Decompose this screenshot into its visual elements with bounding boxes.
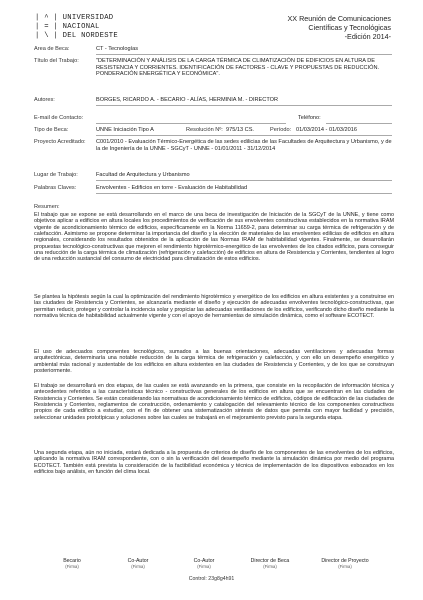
university-line-3: | \ | DEL NORDESTE <box>35 32 119 41</box>
area-underline <box>96 54 392 55</box>
claves-underline <box>96 193 392 194</box>
autores-label: Autores: <box>34 97 55 103</box>
signature-coautor-2 <box>174 558 234 570</box>
event-line-2: Científicas y Tecnológicas <box>308 23 391 33</box>
telefono-label: Teléfono: <box>298 115 321 121</box>
event-line-1: XX Reunión de Comunicaciones <box>287 14 391 23</box>
signature-coautor-1 <box>108 558 168 570</box>
university-line-1: | ^ | UNIVERSIDAD <box>35 14 114 22</box>
university-logo-text <box>35 14 118 42</box>
claves-value: Envolventes - Edificios en torre - Evaluación de Habitabilidad <box>96 185 248 191</box>
area-label: Area de Beca: <box>34 46 70 52</box>
lugar-underline <box>96 180 392 181</box>
university-line-2: | = | NACIONAL <box>35 23 100 32</box>
tipo-underline <box>96 135 392 136</box>
lugar-label: Lugar de Trabajo: <box>34 172 78 178</box>
resolucion-value: 975/13 CS. <box>226 127 254 133</box>
claves-label: Palabras Claves: <box>34 185 77 191</box>
signature-role: Co-Autor <box>127 558 149 564</box>
signature-role: Director de Beca <box>250 558 290 564</box>
lugar-value: Facultad de Arquitectura y Urbanismo <box>96 172 190 178</box>
control-code: Control: 23g8g4h91 <box>188 576 235 582</box>
signature-director-proyecto <box>310 558 380 570</box>
signature-role: Becario <box>63 558 81 564</box>
resumen-title: Resumen: <box>34 204 60 210</box>
area-value: CT - Tecnologías <box>96 46 139 52</box>
email-label: E-mail de Contacto: <box>34 115 84 121</box>
autores-underline <box>96 105 392 106</box>
proyecto-value: C001/2010 - Evaluación Térmico-Energética de las sedes edilicias de las Facultades de Arquitectura y Urbanismo, y de la de Ingeniería de la UNNE - SGCyT - UNNE - 01/01/2011 - 31/12/2014 <box>96 139 392 152</box>
proyecto-label: Proyecto Acreditado: <box>34 139 86 145</box>
signature-role: Co-Autor <box>193 558 215 564</box>
tipo-value: UNNE Iniciación Tipo A <box>96 127 154 133</box>
telefono-underline <box>326 123 392 124</box>
signature-note: (Firma) <box>263 564 277 569</box>
tipo-label: Tipo de Beca: <box>34 127 69 133</box>
signature-note: (Firma) <box>131 564 145 569</box>
resumen-paragraph-5: Una segunda etapa, aún no iniciada, estará dedicada a la propuesta de criterios de diseño de los componentes de las envolventes de los edificios, aplicando la normativa IRAM correspondiente, con o sin la verificación del desempeño mediante la simulación dinámica por medio del programa ECOTECT. También está prevista la consideración de la factibilidad económica y técnica de implementación de los dispositivos esbozados en los edificios bajo análisis, en función del clima local. <box>34 450 394 476</box>
resolucion-label: Resolución Nº: <box>186 127 223 133</box>
resumen-paragraph-1: El trabajo que se expone se está desarrollando en el marco de una beca de investigación de Iniciación de la SGCyT de la UNNE, y tiene como objetivos aplicar a edificios en altura locales los procedimientos de verificación de sus envolventes constructivas establecidos en la normativa IRAM vigente de acondicionamiento térmico de edificios, específicamente en la Norma 11659-2, para determinar su carga térmica de refrigeración y de calefacción. Asimismo se propone determinar la importancia del diseño y la elección de materiales de las envolventes edilicias de edificios en altura regionales, considerando los resultados obtenidos de la aplicación de las Normas IRAM de habitabilidad vigentes. Finalmente, se desarrollarán propuestas tecnológico-constructivas que mejoren el rendimiento higrotérmico-energético de las envolventes de los citados edificios, para conseguir una reducción de la carga térmica de climatización (refrigeración y calefacción) de edificios en altura de Resistencia y Corrientes, tendientes al logro de una reducción sustancial del consumo de electricidad para climatización de estos edificios. <box>34 212 394 263</box>
event-header <box>288 14 391 42</box>
resumen-paragraph-3: El uso de adecuados componentes tecnológicos, sumados a las buenas orientaciones, adecuadas ventilaciones y adecuadas formas arquitectónicas, determinaría una notable reducción de la carga térmica de refrigeración y calefacción, y con ello un desempeño energético y ambiental más racional y sustentable de los edificios en altura existentes en las ciudades de Resistencia y Corrientes, y de los que se construyan posteriormente. <box>34 349 394 375</box>
periodo-label: Período: <box>270 127 292 133</box>
signature-director-beca <box>240 558 300 570</box>
signature-note: (Firma) <box>197 564 211 569</box>
signature-note: (Firma) <box>338 564 352 569</box>
periodo-value: 01/03/2014 - 01/03/2016 <box>296 127 357 133</box>
titulo-value: "DETERMINACIÓN Y ANÁLISIS DE LA CARGA TÉRMICA DE CLIMATIZACIÓN DE EDIFICIOS EN ALTURA DE RESISTENCIA Y CORRIENTES. IDENTIFICACIÓN DE FACTORES - CLAVE Y PROPUESTAS DE REDUCCIÓN. PONDERACIÓN ENERGÉTICA Y ECONÓMICA". <box>96 58 380 78</box>
autores-value: BORGES, RICARDO A. - BECARIO - ALÍAS, HERMINIA M. - DIRECTOR <box>96 97 279 103</box>
signature-role: Director de Proyecto <box>321 558 369 564</box>
email-underline <box>96 123 286 124</box>
signature-note: (Firma) <box>65 564 79 569</box>
titulo-label: Título del Trabajo: <box>34 58 79 64</box>
resumen-paragraph-2: Se plantea la hipótesis según la cual la optimización del rendimiento higrotérmico y energético de los edificios en altura existentes y a construirse en las ciudades de Resistencia y Corrientes, se alcanzaría mediante el diseño y ejecución de adecuadas envolventes tecnológico-constructivas, que permitan reducir, proteger y controlar la incidencia solar y propiciar las adecuadas ventilaciones de los edificios, verificando dicho diseño mediante la normativa técnica de habitabilidad actualmente vigente y con el apoyo de herramientas de simulación dinámica, como el software ECOTECT. <box>34 294 394 320</box>
event-line-3: -Edición 2014- <box>344 32 391 42</box>
resumen-paragraph-4: El trabajo se desarrollará en dos etapas, de las cuales se está avanzando en la primera, que consiste en la recopilación de información técnica y antecedentes referidos a las características técnico - constructivas generales de los edificios en altura que se encuentran en las ciudades de Resistencia y Corrientes. Se están considerando las normativas de acondicionamiento térmico de edificios, códigos de edificación de las ciudades de Resistencia y Corrientes, reglamentos de construcción, ordenamiento y catalogación del relevamiento técnico de los componentes constructivos propios de cada edificio a estudiar, con el fin de obtener una sistematización sintesis de datos que permita con mayor facilidad y precisión, seleccionar unidades prototípicas y soluciones sobre las cuales se trabajará en el mejoramiento previsto para la segunda etapa. <box>34 383 394 421</box>
signature-becario <box>42 558 102 570</box>
